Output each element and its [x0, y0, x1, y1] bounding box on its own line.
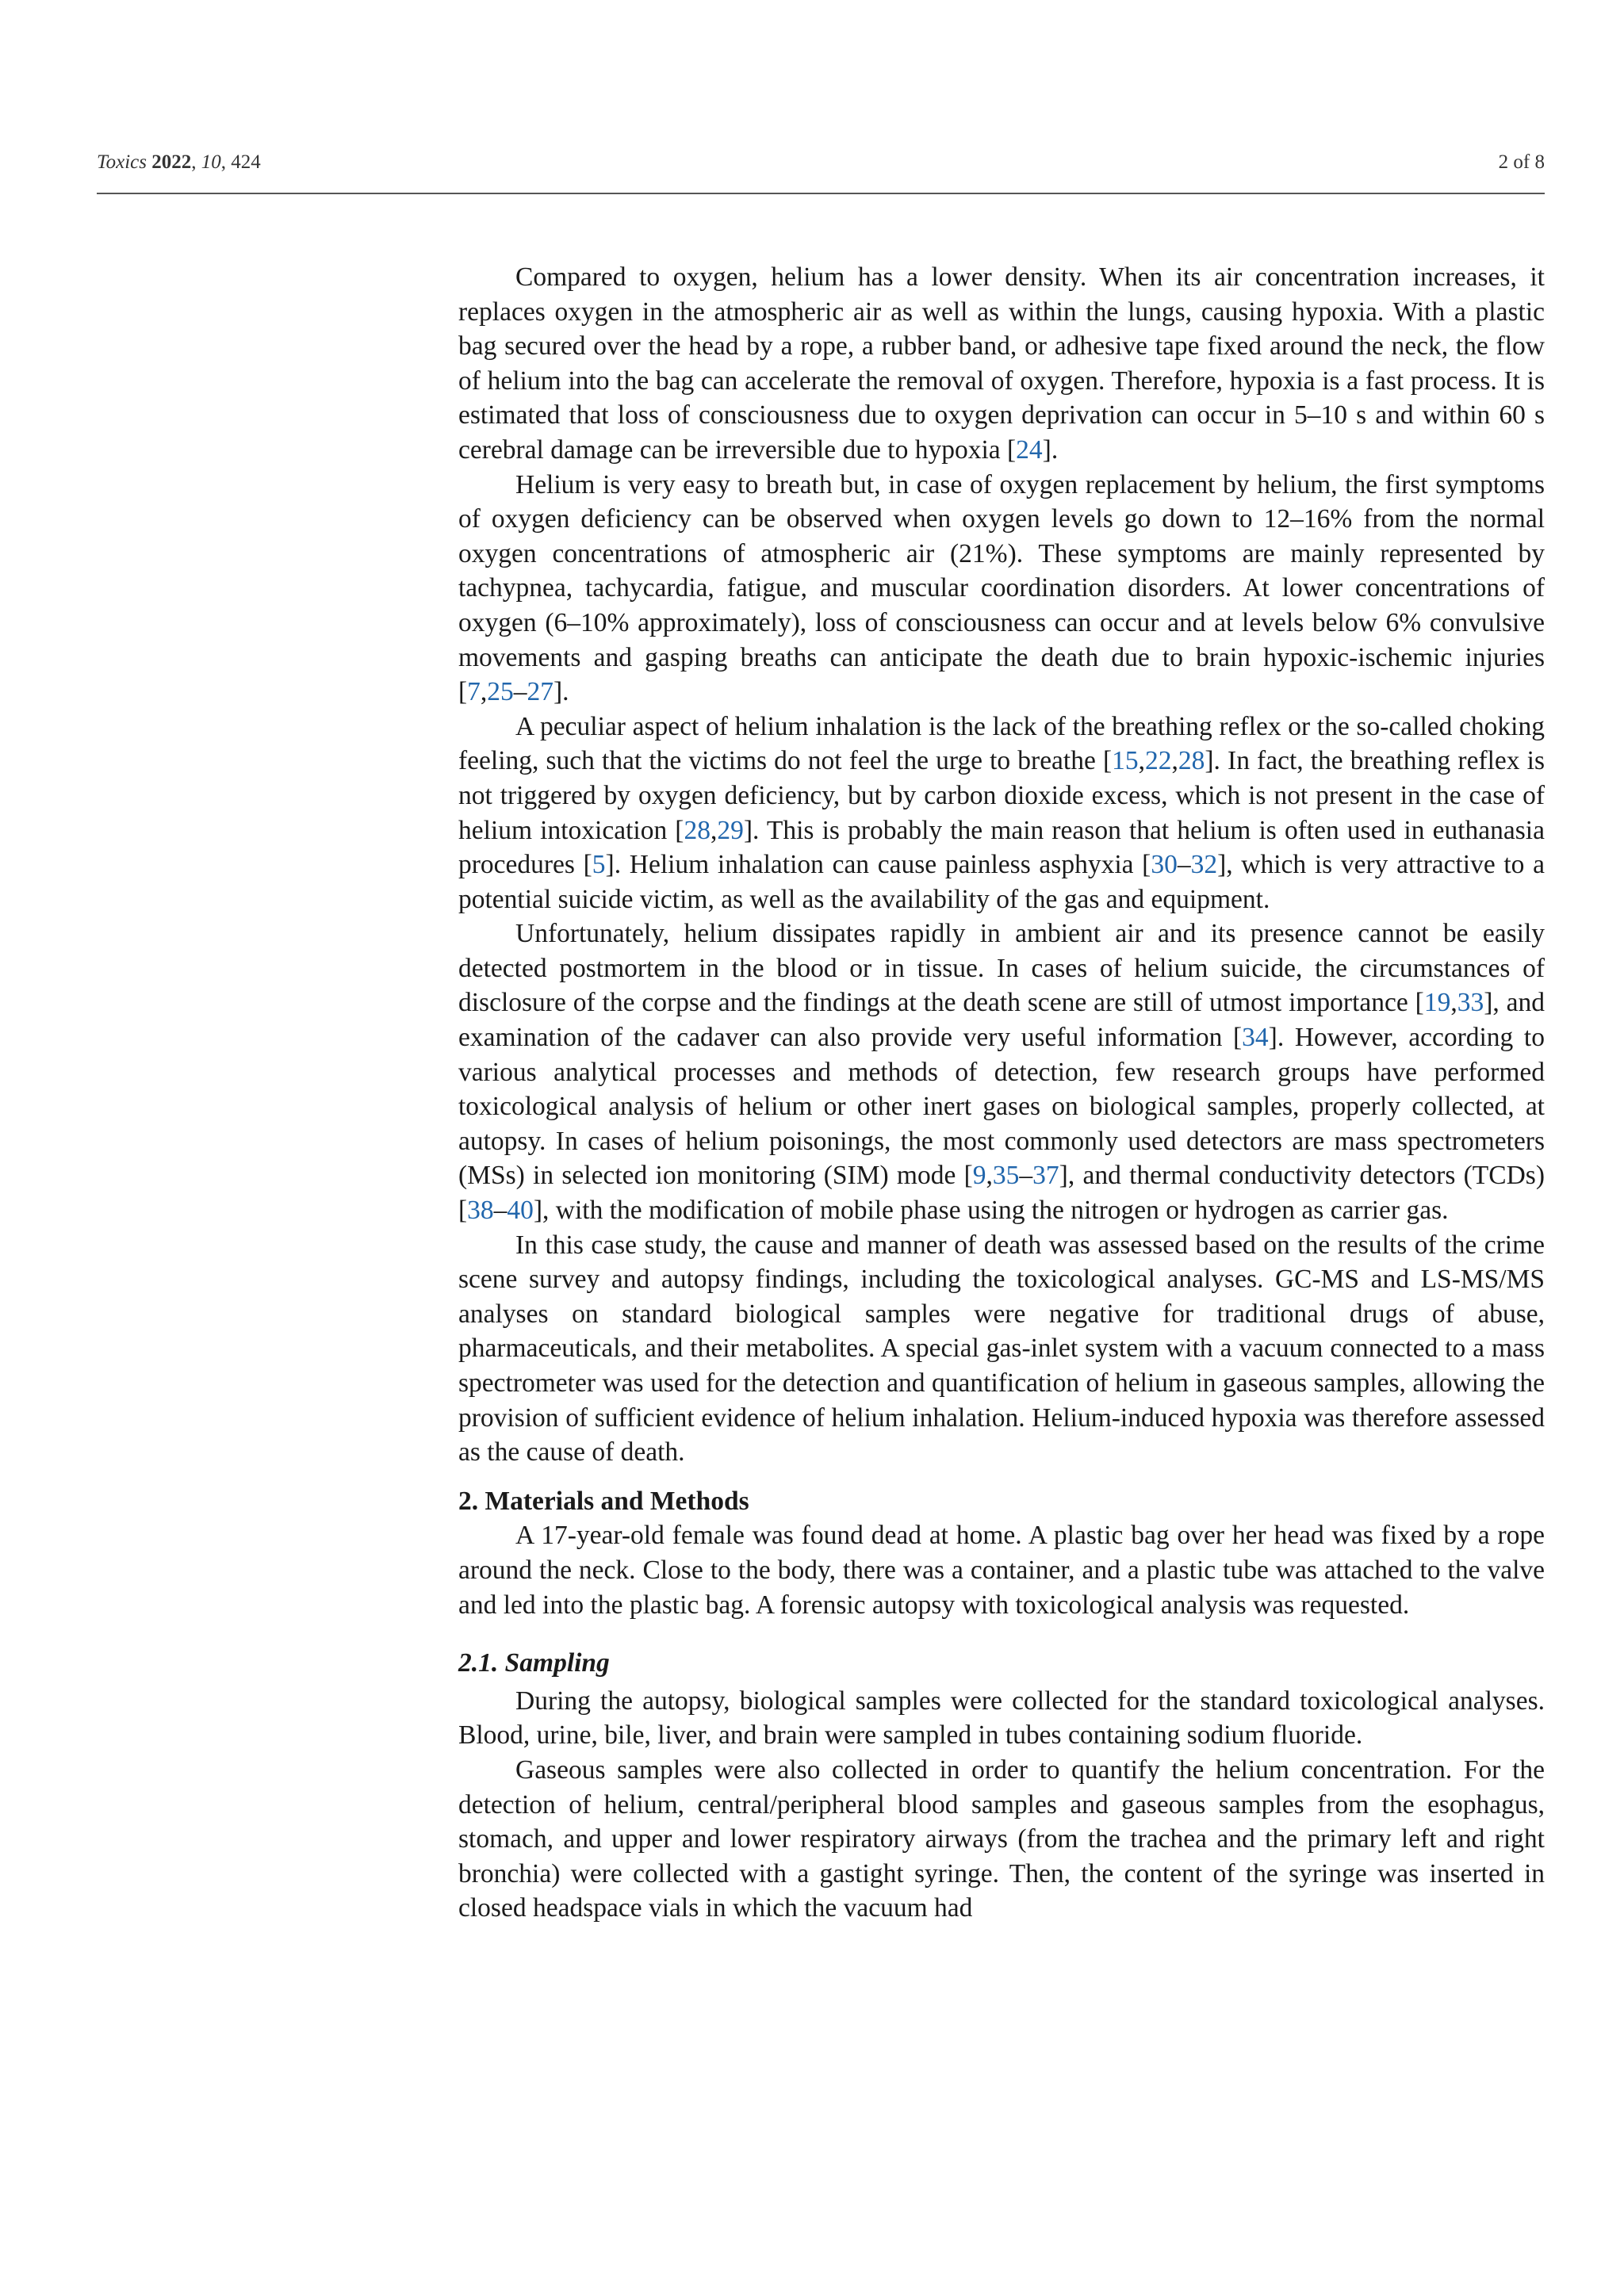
- paragraph-text: ]. This is probably the main reason that helium is often used in euthanasia procedures [: [458, 815, 1545, 880]
- journal-citation: Toxics 2022, 10, 424: [97, 151, 261, 173]
- citation-link[interactable]: 40: [507, 1196, 534, 1226]
- paragraph-text: ].: [1042, 434, 1059, 465]
- paragraph-text: ], with the modification of mobile phase using the nitrogen or hydrogen as carrier gas.: [533, 1196, 1449, 1226]
- paragraph-text: ,: [480, 677, 488, 707]
- paragraph-text: In this case study, the cause and manner of death was assessed based on the results of the crime scene survey and autopsy findings, including the toxicological analyses. GC-MS and LS-MS/MS analyses on standard biological samples were negative for traditional drugs of abuse, pharmaceuticals, and their metabolites. A special gas-inlet system with a vacuum connected to a mass spectrometer was used for the detection and quantification of helium in gaseous samples, allowing the provision of sufficient evidence of helium inhalation. Helium-induced hypoxia was therefore assessed as the cause of death.: [458, 1230, 1545, 1468]
- introduction-continued: [458, 260, 1545, 1470]
- citation-link[interactable]: 37: [1032, 1161, 1059, 1191]
- paragraph-text: ]. However, according to various analytical processes and methods of detection, few research groups have performed toxicological analysis of helium or other inert gases on biological samples, properly collected, at autopsy. In cases of helium poisonings, the most commonly used detectors are mass spectrometers (MSs) in selected ion monitoring (SIM) mode [: [458, 1023, 1545, 1191]
- page-number: 2 of 8: [1498, 151, 1545, 173]
- paragraph-text: ], and thermal conductivity detectors (TCDs) [: [458, 1161, 1545, 1226]
- paragraph-text: ], and examination of the cadaver can also provide very useful information [: [458, 988, 1545, 1053]
- paragraph-text: ,: [710, 815, 718, 845]
- paragraph-text: ]. Helium inhalation can cause painless asphyxia [: [605, 850, 1151, 880]
- citation-link[interactable]: 22: [1145, 746, 1172, 776]
- journal-volume: 10: [201, 151, 221, 173]
- body-paragraph: A 17-year-old female was found dead at home. A plastic bag over her head was fixed by a rope around the neck. Close to the body, there was a container, and a plastic tube was attached to the valve and led into the plastic bag. A forensic autopsy with toxicological analysis was requested.: [458, 1521, 1545, 1620]
- body-paragraph: [458, 468, 1545, 710]
- citation-link[interactable]: 30: [1151, 850, 1178, 880]
- citation-link[interactable]: 32: [1190, 850, 1218, 880]
- body-paragraph: [458, 1228, 1545, 1470]
- paragraph-text: –: [513, 677, 527, 707]
- citation-link[interactable]: 28: [684, 815, 710, 845]
- citation-link[interactable]: 15: [1112, 746, 1139, 776]
- paragraph-text: ,: [986, 1161, 993, 1191]
- citation-link[interactable]: 29: [717, 815, 744, 845]
- citation-link[interactable]: 34: [1242, 1023, 1269, 1053]
- paragraph-text: ]. In fact, the breathing reflex is not triggered by oxygen deficiency, but by carbon dioxide excess, which is not present in the case of helium intoxication [: [458, 746, 1545, 845]
- paragraph-text: ].: [553, 677, 569, 707]
- body-paragraph: [458, 916, 1545, 1227]
- journal-year: 2022: [151, 151, 192, 173]
- citation-link[interactable]: 19: [1423, 988, 1451, 1018]
- citation-link[interactable]: 38: [467, 1196, 494, 1226]
- paragraph-text: ,: [1138, 746, 1146, 776]
- citation-link[interactable]: 24: [1016, 434, 1043, 465]
- citation-link[interactable]: 7: [467, 677, 481, 707]
- paragraph-text: A peculiar aspect of helium inhalation is the lack of the breathing reflex or the so-called choking feeling, such that the victims do not feel the urge to breathe [: [458, 711, 1545, 776]
- citation-link[interactable]: 33: [1457, 988, 1484, 1018]
- paragraph-text: –: [1019, 1161, 1033, 1191]
- paragraph-text: ,: [1171, 746, 1178, 776]
- paragraph-text: ,: [1450, 988, 1457, 1018]
- body-paragraph: During the autopsy, biological samples were collected for the standard toxicological analyses. Blood, urine, bile, liver, and brain were sampled in tubes containing sodium fluoride.: [458, 1686, 1545, 1751]
- article-body: [458, 260, 1545, 1926]
- citation-link[interactable]: 28: [1178, 746, 1205, 776]
- paragraph-text: Unfortunately, helium dissipates rapidly in ambient air and its presence cannot be easily detected postmortem in the blood or in tissue. In cases of helium suicide, the circumstances of disclosure of the corpse and the findings at the death scene are still of utmost importance [: [458, 919, 1545, 1018]
- citation-link[interactable]: 25: [487, 677, 514, 707]
- body-paragraph: [458, 710, 1545, 917]
- paragraph-text: –: [493, 1196, 508, 1226]
- section-heading-materials-methods: 2. Materials and Methods: [458, 1486, 749, 1516]
- article-number: 424: [231, 151, 261, 173]
- paragraph-text: –: [1177, 850, 1191, 880]
- journal-name: Toxics: [97, 151, 147, 173]
- paragraph-text: Compared to oxygen, helium has a lower density. When its air concentration increases, it replaces oxygen in the atmospheric air as well as within the lungs, causing hypoxia. With a plastic bag secured over the head by a rope, a rubber band, or adhesive tape fixed around the neck, the flow of helium into the bag can accelerate the removal of oxygen. Therefore, hypoxia is a fast process. It is estimated that loss of consciousness due to oxygen deprivation can occur in 5–10 s and within 60 s cerebral damage can be irreversible due to hypoxia [: [458, 262, 1545, 465]
- citation-link[interactable]: 5: [592, 850, 606, 880]
- paragraph-text: Helium is very easy to breath but, in case of oxygen replacement by helium, the first symptoms of oxygen deficiency can be observed when oxygen levels go down to 12–16% from the normal oxygen concentrations of atmospheric air (21%). These symptoms are mainly represented by tachypnea, tachycardia, fatigue, and muscular coordination disorders. At lower concentrations of oxygen (6–10% approximately), loss of consciousness can occur and at levels below 6% convulsive movements and gasping breaths can anticipate the death due to brain hypoxic-ischemic injuries [: [458, 469, 1545, 707]
- citation-link[interactable]: 35: [992, 1161, 1020, 1191]
- header-divider: [97, 193, 1545, 194]
- citation-link[interactable]: 27: [527, 677, 554, 707]
- citation-link[interactable]: 9: [972, 1161, 986, 1191]
- body-paragraph: Gaseous samples were also collected in order to quantify the helium concentration. For the detection of helium, central/peripheral blood samples and gaseous samples from the esophagus, stomach, and upper and lower respiratory airways (from the trachea and the primary left and right bronchia) were collected with a gastight syringe. Then, the content of the syringe was inserted in closed headspace vials in which the vacuum had: [458, 1755, 1545, 1923]
- subsection-heading-sampling: 2.1. Sampling: [458, 1648, 610, 1678]
- body-paragraph: [458, 260, 1545, 468]
- running-header: [97, 151, 1545, 190]
- paragraph-text: ], which is very attractive to a potential suicide victim, as well as the availability of the gas and equipment.: [458, 850, 1545, 914]
